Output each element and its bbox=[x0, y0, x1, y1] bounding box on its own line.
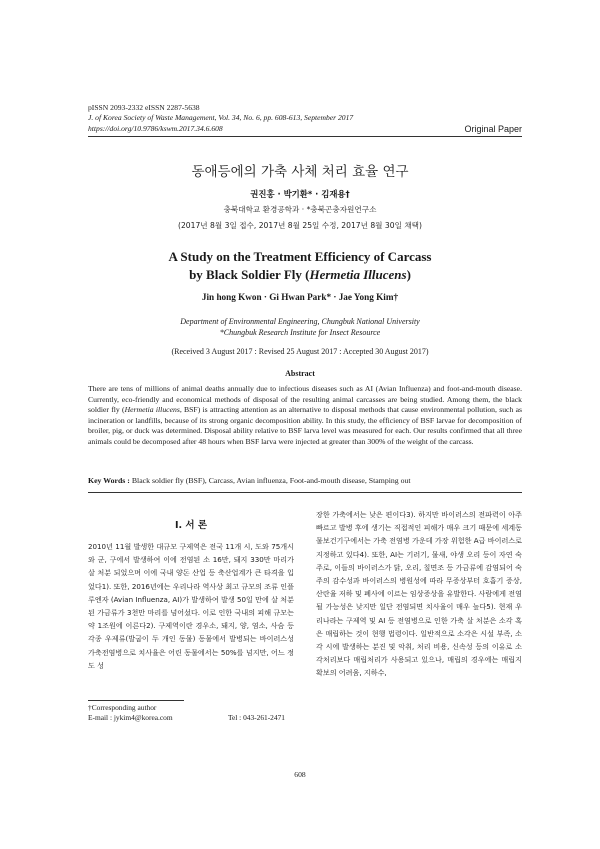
author-tel: Tel : 043-261-2471 bbox=[228, 713, 285, 722]
abstract-pre: There are tens of millions of animal deaths annually due to infectious diseases such as AI (Avian Influenza) and foot-and-mouth disease. Currently, eco-friendly and economical methods of disposal of the resulting animal carcasses are being studied. Among them, the black soldier fly ( bbox=[88, 384, 522, 414]
left-column-text: 2010년 11월 발생한 대규모 구제역은 전국 11개 시, 도와 75개시와 군, 구에서 발생하여 이에 전염된 소 16만, 돼지 330만 마리가 살 처분 되었으며 이에 국내 양돈 산업 등 축산업계가 큰 타격을 입었다1). 또한, 2016년에는 우리나라 역사상 최고 규모의 조류 인플루엔자 (Avian Influenza, AI)가 발생하여 발생 50일 만에 살 처분된 가금류가 3천만 마리를 넘어섰다. 이로 인한 국내의 피해 규모는 약 1조원에 이른다2). 구제역이란 경우소, 돼지, 양, 염소, 사슴 등 각종 우제류(발굽이 두 개인 동물) 동물에서 발병되는 바이러스성 가축전염병으로 치사율은 어린 동물에서는 50%를 넘지만, 어느 정도 성 bbox=[88, 542, 294, 670]
english-title-line2 bbox=[60, 266, 540, 284]
abstract-heading: Abstract bbox=[285, 369, 315, 378]
title-line2-post: ) bbox=[406, 267, 411, 282]
paper-type-label: Original Paper bbox=[464, 124, 522, 134]
title-line2-pre: by Black Soldier Fly ( bbox=[189, 267, 310, 282]
english-affiliation-1: Department of Environmental Engineering, Chungbuk National University bbox=[180, 317, 420, 326]
title-line2-italic: Hermetia Illucens bbox=[309, 267, 407, 282]
keywords bbox=[88, 476, 522, 485]
english-title-line1: A Study on the Treatment Efficiency of Carcass bbox=[168, 249, 432, 264]
english-affiliation bbox=[60, 316, 540, 338]
abstract-post: , BSF) is attracting attention as an alternative to disposal methods that cause environmental pollution, such as incineration or landfills, because of its strong organic decomposition ability. In this study, the efficiency of BSF larvae for decomposition of broiler, pig, or duck was determined. Disposal ability relative to BSF larva level was measured for each. Our results confirmed that all three animals could be decomposed after 48 hours when BSF larva were injected at greater than 300% of the weight of the carcass. bbox=[88, 405, 522, 446]
abstract-text bbox=[88, 384, 522, 447]
page-number: 608 bbox=[294, 770, 306, 779]
section-heading: I. 서 론 bbox=[174, 520, 208, 531]
keywords-rule bbox=[88, 492, 522, 493]
keywords-text: Black soldier fly (BSF), Carcass, Avian influenza, Foot-and-mouth disease, Stamping out bbox=[131, 476, 411, 485]
english-affiliation-2: *Chungbuk Research Institute for Insect Resource bbox=[219, 328, 381, 337]
issn-line: pISSN 2093-2332 eISSN 2287-5638 bbox=[88, 103, 200, 112]
abstract-italic: Hermetia illucens bbox=[124, 405, 180, 414]
header-rule bbox=[88, 136, 522, 137]
journal-header bbox=[88, 103, 353, 134]
footnote bbox=[88, 703, 294, 723]
korean-dates: (2017년 8월 3일 접수, 2017년 8월 25일 수정, 2017년 8월 30일 채택) bbox=[178, 221, 422, 230]
citation-line: J. of Korea Society of Waste Management, Vol. 34, No. 6, pp. 608-613, September 2017 bbox=[88, 113, 354, 123]
english-authors: Jin hong Kwon · Gi Hwan Park* · Jae Yong Kim† bbox=[201, 292, 399, 302]
right-column-text: 장한 가축에서는 낮은 편이다3). 하지만 바이러스의 전파력이 아주 빠르고 발병 후에 생기는 직접적인 피해가 매우 크기 때문에 세계동물보건기구에서는 가축 전염병 가운데 가장 위험한 A급 바이러스로 지정하고 있다4). 또한, AI는 기러기, 물새, 야생 오리 등이 자연 숙주로, 이들의 바이러스가 닭, 오리, 칠면조 등 가금류에 감염되어 숙주의 감수성과 바이러스의 병원성에 따라 무증상부터 호흡기 증상, 산란율 저하 및 폐사에 이르는 임상증상을 유발한다. 사람에게 전염될 가능성은 낮지만 일단 전염되면 치사율이 매우 높다5). 현재 우리나라는 구제역 및 AI 등 전염병으로 인한 가축 살 처분은 소각 혹은 매립하는 것이 현행 법령이다. 일반적으로 소각은 시설 부족, 소각 시에 발생하는 분진 및 악취, 처리 비용, 신속성 등의 이유로 소각처리보다 매립처리가 사용되고 있으나, 매립의 경우에는 매립지 확보의 어려움, 지하수, bbox=[316, 510, 522, 678]
english-dates: (Received 3 August 2017 : Revised 25 August 2017 : Accepted 30 August 2017) bbox=[171, 347, 429, 356]
korean-title: 동애등에의 가축 사체 처리 효율 연구 bbox=[191, 164, 409, 180]
korean-affiliation: 충북대학교 환경공학과 · *충북곤충자원연구소 bbox=[223, 205, 377, 214]
footnote-rule bbox=[88, 700, 184, 701]
corresponding-author-label: †Corresponding author bbox=[88, 703, 157, 712]
english-title bbox=[60, 248, 540, 284]
korean-authors: 권진홍 · 박기환* · 김재용† bbox=[250, 189, 350, 199]
author-email: E-mail : jykim4@korea.com bbox=[88, 713, 173, 722]
doi-link[interactable]: https://doi.org/10.9786/kswm.2017.34.6.608 bbox=[88, 123, 223, 133]
keywords-label: Key Words : bbox=[88, 476, 132, 485]
